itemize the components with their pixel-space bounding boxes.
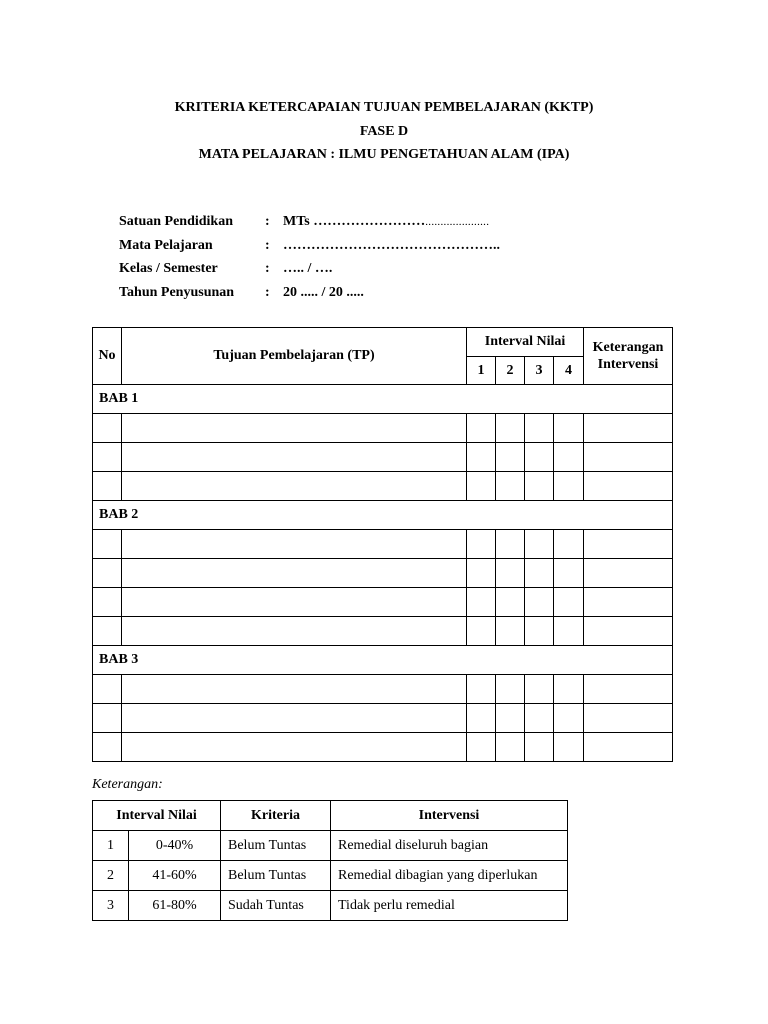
header-tujuan-pembelajaran: Tujuan Pembelajaran (TP) bbox=[122, 328, 467, 385]
cell-interval-1[interactable] bbox=[467, 675, 496, 704]
cell-interval-4[interactable] bbox=[554, 443, 584, 472]
cell-interval-4[interactable] bbox=[554, 559, 584, 588]
cell-interval-3[interactable] bbox=[525, 443, 554, 472]
legend-row bbox=[93, 831, 568, 861]
cell-tp[interactable] bbox=[122, 414, 467, 443]
cell-interval-4[interactable] bbox=[554, 414, 584, 443]
cell-tp[interactable] bbox=[122, 559, 467, 588]
table-row bbox=[93, 443, 673, 472]
cell-keterangan[interactable] bbox=[584, 472, 673, 501]
cell-tp[interactable] bbox=[122, 733, 467, 762]
cell-interval-2[interactable] bbox=[496, 617, 525, 646]
info-row-mata-pelajaran bbox=[119, 234, 500, 258]
info-label: Tahun Penyusunan bbox=[119, 284, 235, 300]
legend-header-intervensi: Intervensi bbox=[331, 801, 568, 831]
cell-keterangan[interactable] bbox=[584, 733, 673, 762]
cell-keterangan[interactable] bbox=[584, 530, 673, 559]
title-line-1: KRITERIA KETERCAPAIAN TUJUAN PEMBELAJARAN (KKTP) bbox=[174, 100, 594, 115]
cell-no[interactable] bbox=[93, 588, 122, 617]
cell-interval-3[interactable] bbox=[525, 588, 554, 617]
cell-interval-2[interactable] bbox=[496, 704, 525, 733]
table-row bbox=[93, 704, 673, 733]
cell-interval-1[interactable] bbox=[467, 472, 496, 501]
info-colon: : bbox=[265, 237, 270, 253]
cell-interval-1[interactable] bbox=[467, 530, 496, 559]
legend-header-interval: Interval Nilai bbox=[93, 801, 221, 831]
legend-kriteria: Sudah Tuntas bbox=[221, 891, 331, 921]
cell-tp[interactable] bbox=[122, 617, 467, 646]
document-title-block bbox=[0, 96, 768, 167]
cell-keterangan[interactable] bbox=[584, 675, 673, 704]
table-row bbox=[93, 472, 673, 501]
cell-interval-4[interactable] bbox=[554, 588, 584, 617]
cell-tp[interactable] bbox=[122, 472, 467, 501]
info-row-satuan-pendidikan bbox=[119, 210, 500, 234]
legend-row bbox=[93, 891, 568, 921]
keterangan-label: Keterangan: bbox=[92, 777, 163, 792]
cell-interval-2[interactable] bbox=[496, 675, 525, 704]
cell-tp[interactable] bbox=[122, 704, 467, 733]
info-label: Kelas / Semester bbox=[119, 261, 218, 276]
info-label: Mata Pelajaran bbox=[119, 237, 213, 253]
legend-intervensi: Remedial diseluruh bagian bbox=[331, 831, 568, 861]
cell-interval-2[interactable] bbox=[496, 588, 525, 617]
info-row-tahun-penyusunan bbox=[119, 281, 500, 305]
legend-no: 1 bbox=[93, 831, 129, 861]
info-label: Satuan Pendidikan bbox=[119, 214, 233, 229]
cell-interval-4[interactable] bbox=[554, 704, 584, 733]
table-row bbox=[93, 530, 673, 559]
cell-interval-2[interactable] bbox=[496, 733, 525, 762]
header-interval-2: 2 bbox=[496, 357, 525, 385]
cell-interval-4[interactable] bbox=[554, 472, 584, 501]
header-interval-1: 1 bbox=[467, 357, 496, 385]
section-row-bab-1: BAB 1 bbox=[93, 385, 673, 414]
header-interval-3: 3 bbox=[525, 357, 554, 385]
cell-no[interactable] bbox=[93, 559, 122, 588]
legend-range: 41-60% bbox=[129, 861, 221, 891]
legend-intervensi: Remedial dibagian yang diperlukan bbox=[331, 861, 568, 891]
cell-interval-2[interactable] bbox=[496, 443, 525, 472]
header-keterangan-line1: Keterangan bbox=[592, 340, 664, 355]
cell-interval-3[interactable] bbox=[525, 704, 554, 733]
legend-intervensi: Tidak perlu remedial bbox=[331, 891, 568, 921]
info-value-dots: ..................... bbox=[425, 216, 490, 228]
table-row bbox=[93, 675, 673, 704]
legend-table bbox=[92, 800, 568, 921]
legend-no: 3 bbox=[93, 891, 129, 921]
info-colon: : bbox=[265, 284, 270, 300]
cell-interval-2[interactable] bbox=[496, 472, 525, 501]
cell-tp[interactable] bbox=[122, 530, 467, 559]
cell-no[interactable] bbox=[93, 704, 122, 733]
cell-interval-3[interactable] bbox=[525, 530, 554, 559]
legend-range: 0-40% bbox=[129, 831, 221, 861]
cell-interval-2[interactable] bbox=[496, 559, 525, 588]
info-row-kelas-semester bbox=[119, 257, 500, 281]
legend-row bbox=[93, 861, 568, 891]
cell-interval-3[interactable] bbox=[525, 414, 554, 443]
cell-no[interactable] bbox=[93, 414, 122, 443]
cell-keterangan[interactable] bbox=[584, 617, 673, 646]
cell-no[interactable] bbox=[93, 617, 122, 646]
info-colon: : bbox=[265, 214, 270, 229]
header-interval-nilai: Interval Nilai bbox=[467, 328, 584, 357]
cell-tp[interactable] bbox=[122, 588, 467, 617]
kktp-table bbox=[92, 327, 673, 762]
header-interval-4: 4 bbox=[554, 357, 584, 385]
cell-tp[interactable] bbox=[122, 443, 467, 472]
cell-interval-3[interactable] bbox=[525, 733, 554, 762]
cell-keterangan[interactable] bbox=[584, 443, 673, 472]
info-value: MTs ……………………..................... bbox=[283, 214, 490, 229]
legend-kriteria: Belum Tuntas bbox=[221, 831, 331, 861]
info-value: ….. / …. bbox=[283, 261, 333, 276]
table-row bbox=[93, 617, 673, 646]
cell-interval-2[interactable] bbox=[496, 530, 525, 559]
cell-no[interactable] bbox=[93, 675, 122, 704]
cell-interval-2[interactable] bbox=[496, 414, 525, 443]
cell-tp[interactable] bbox=[122, 675, 467, 704]
cell-interval-1[interactable] bbox=[467, 443, 496, 472]
cell-interval-3[interactable] bbox=[525, 617, 554, 646]
cell-interval-1[interactable] bbox=[467, 414, 496, 443]
info-value: ……………………………………….. bbox=[283, 237, 500, 253]
section-row-bab-2: BAB 2 bbox=[93, 501, 673, 530]
cell-interval-1[interactable] bbox=[467, 617, 496, 646]
cell-interval-4[interactable] bbox=[554, 675, 584, 704]
title-line-2: FASE D bbox=[359, 123, 409, 139]
legend-kriteria: Belum Tuntas bbox=[221, 861, 331, 891]
cell-no[interactable] bbox=[93, 472, 122, 501]
cell-keterangan[interactable] bbox=[584, 414, 673, 443]
cell-interval-3[interactable] bbox=[525, 675, 554, 704]
info-value: 20 ..... / 20 ..... bbox=[283, 284, 364, 300]
cell-keterangan[interactable] bbox=[584, 588, 673, 617]
cell-no[interactable] bbox=[93, 443, 122, 472]
header-keterangan-line2: Intervensi bbox=[597, 357, 659, 372]
cell-interval-1[interactable] bbox=[467, 559, 496, 588]
table-row bbox=[93, 588, 673, 617]
cell-keterangan[interactable] bbox=[584, 559, 673, 588]
cell-interval-1[interactable] bbox=[467, 733, 496, 762]
legend-header-kriteria: Kriteria bbox=[221, 801, 331, 831]
table-row bbox=[93, 733, 673, 762]
legend-range: 61-80% bbox=[129, 891, 221, 921]
table-row bbox=[93, 414, 673, 443]
cell-interval-1[interactable] bbox=[467, 704, 496, 733]
legend-no: 2 bbox=[93, 861, 129, 891]
title-line-3: MATA PELAJARAN : ILMU PENGETAHUAN ALAM (IPA) bbox=[198, 147, 570, 162]
cell-interval-4[interactable] bbox=[554, 530, 584, 559]
cell-keterangan[interactable] bbox=[584, 704, 673, 733]
table-row bbox=[93, 559, 673, 588]
cell-interval-4[interactable] bbox=[554, 733, 584, 762]
info-colon: : bbox=[265, 261, 270, 276]
cell-interval-1[interactable] bbox=[467, 588, 496, 617]
cell-no[interactable] bbox=[93, 530, 122, 559]
cell-interval-3[interactable] bbox=[525, 559, 554, 588]
identity-info-block bbox=[119, 210, 500, 304]
header-no: No bbox=[93, 328, 122, 385]
section-row-bab-3: BAB 3 bbox=[93, 646, 673, 675]
cell-interval-4[interactable] bbox=[554, 617, 584, 646]
cell-interval-3[interactable] bbox=[525, 472, 554, 501]
header-keterangan-intervensi bbox=[584, 328, 673, 385]
cell-no[interactable] bbox=[93, 733, 122, 762]
